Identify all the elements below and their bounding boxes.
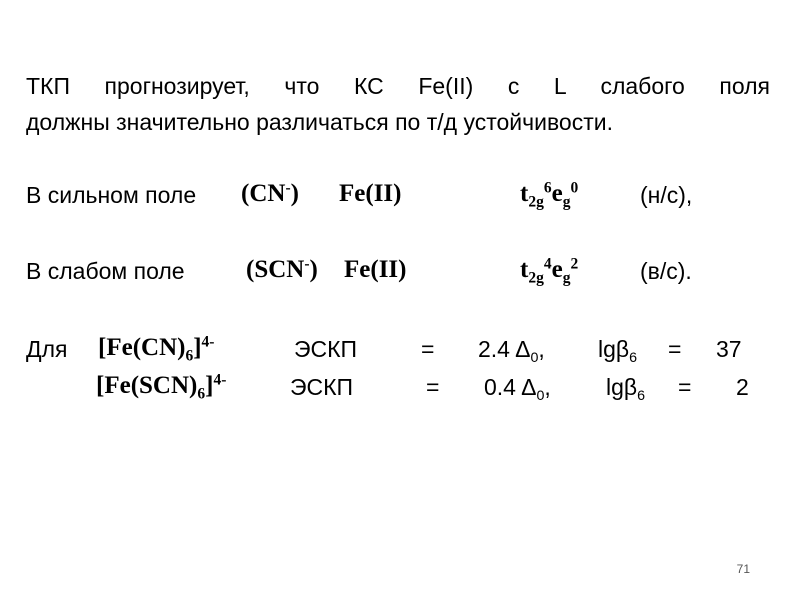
- strong-field-metal: Fe(II): [339, 180, 402, 207]
- cn-complex-eskp-value: 2.4 $\Delta_0$,: [478, 336, 545, 366]
- scn-complex-eskp-label: ЭСКП: [290, 374, 354, 400]
- weak-field-prefix: В слабом поле: [26, 258, 185, 284]
- cn-complex-equals-2: =: [668, 336, 682, 362]
- scn-complex-equals-2: =: [678, 374, 692, 400]
- statement-line-2: должны значительно различаться по т/д устойчивости.: [26, 109, 613, 135]
- scn-complex-row: [26, 372, 786, 412]
- statement-line-1: ТКП прогнозирует, что КС Fe(II) с L слабого поля: [26, 73, 770, 99]
- weak-field-ligand: (SCN-): [246, 255, 318, 283]
- strong-field-configuration: $t_{2g}^6e_g^0$: [520, 179, 579, 211]
- weak-field-configuration: $t_{2g}^4e_g^2$: [520, 255, 579, 287]
- weak-field-metal: Fe(II): [344, 256, 407, 283]
- page-number: 71: [736, 562, 750, 576]
- cn-complex-equals-1: =: [421, 336, 435, 362]
- strong-field-spin: (н/с),: [640, 182, 693, 208]
- weak-field-row: [26, 256, 786, 296]
- cn-complex-row: [26, 334, 786, 374]
- cn-complex-lgb: lgβ$_6$: [598, 336, 638, 366]
- cn-complex-lead: Для: [26, 336, 68, 362]
- strong-field-prefix: В сильном поле: [26, 182, 197, 208]
- scn-complex-equals-1: =: [426, 374, 440, 400]
- cn-complex-formula: $[Fe(CN)_6]^{4-}$: [98, 333, 215, 365]
- strong-field-ligand: (CN-): [241, 179, 299, 207]
- strong-field-row: [26, 180, 786, 220]
- scn-complex-formula: $[Fe(SCN)_6]^{4-}$: [96, 371, 227, 403]
- cn-complex-eskp-label: ЭСКП: [294, 336, 358, 362]
- weak-field-spin: (в/с).: [640, 258, 692, 284]
- scn-complex-eskp-value: 0.4 $\Delta_0$,: [484, 374, 551, 404]
- cn-complex-lgb-value: 37: [716, 336, 742, 362]
- scn-complex-lgb: lgβ$_6$: [606, 374, 646, 404]
- scn-complex-lgb-value: 2: [736, 374, 749, 400]
